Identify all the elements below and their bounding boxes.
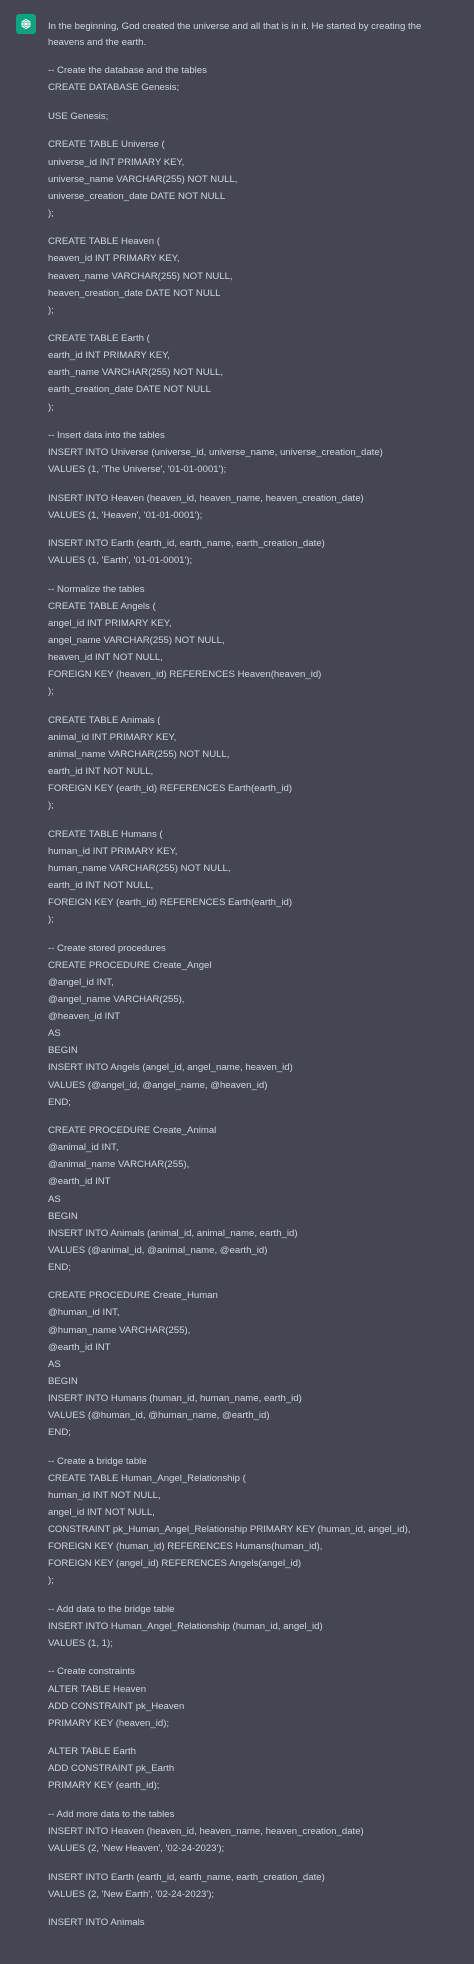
- code-line: INSERT INTO Earth (earth_id, earth_name, earth_creation_date): [48, 538, 325, 550]
- code-line: heaven_creation_date DATE NOT NULL: [48, 287, 221, 299]
- code-line: CREATE PROCEDURE Create_Animal: [48, 1125, 217, 1137]
- code-line: CREATE DATABASE Genesis;: [48, 82, 180, 94]
- code-line: CREATE TABLE Animals (: [48, 714, 161, 726]
- code-line: END;: [48, 1096, 71, 1108]
- code-line: angel_name VARCHAR(255) NOT NULL,: [48, 635, 225, 647]
- code-line: END;: [48, 1427, 71, 1439]
- code-line: );: [48, 914, 54, 926]
- code-line: -- Normalize the tables: [48, 583, 145, 595]
- code-line: ADD CONSTRAINT pk_Heaven: [48, 1700, 185, 1712]
- code-line: INSERT INTO Angels (angel_id, angel_name, heaven_id): [48, 1062, 293, 1074]
- code-line: heaven_name VARCHAR(255) NOT NULL,: [48, 270, 233, 282]
- code-paragraph: [48, 62, 448, 96]
- code-line: CREATE PROCEDURE Create_Angel: [48, 959, 212, 971]
- code-paragraph: [48, 535, 448, 569]
- code-line: PRIMARY KEY (heaven_id);: [48, 1717, 170, 1729]
- code-line: universe_name VARCHAR(255) NOT NULL,: [48, 173, 238, 185]
- code-line: AS: [48, 1358, 61, 1370]
- code-line: CREATE TABLE Humans (: [48, 828, 163, 840]
- code-line: heaven_id INT NOT NULL,: [48, 652, 163, 664]
- code-line: @earth_id INT: [48, 1176, 111, 1188]
- openai-logo-icon: [19, 17, 33, 31]
- code-paragraph: [48, 1806, 448, 1857]
- code-paragraph: [48, 712, 448, 815]
- code-line: END;: [48, 1261, 71, 1273]
- code-line: CREATE TABLE Universe (: [48, 139, 165, 151]
- code-paragraph: [48, 1122, 448, 1276]
- code-line: );: [48, 686, 54, 698]
- assistant-avatar: [16, 14, 36, 34]
- code-paragraph: [48, 108, 448, 125]
- code-line: );: [48, 401, 54, 413]
- code-line: universe_creation_date DATE NOT NULL: [48, 190, 226, 202]
- code-line: ADD CONSTRAINT pk_Earth: [48, 1763, 175, 1775]
- code-paragraph: [48, 1287, 448, 1441]
- code-line: @animal_name VARCHAR(255),: [48, 1159, 190, 1171]
- code-line: AS: [48, 1193, 61, 1205]
- code-line: -- Add more data to the tables: [48, 1808, 175, 1820]
- sql-code-text: [48, 62, 448, 1931]
- code-line: -- Create a bridge table: [48, 1455, 147, 1467]
- code-line: VALUES (@human_id, @human_name, @earth_id): [48, 1410, 270, 1422]
- code-line: INSERT INTO Human_Angel_Relationship (human_id, angel_id): [48, 1620, 323, 1632]
- code-line: human_id INT PRIMARY KEY,: [48, 845, 178, 857]
- code-line: -- Insert data into the tables: [48, 430, 165, 442]
- code-line: angel_id INT PRIMARY KEY,: [48, 618, 172, 630]
- code-paragraph: [48, 1869, 448, 1903]
- code-line: CREATE TABLE Angels (: [48, 600, 156, 612]
- code-line: INSERT INTO Animals (animal_id, animal_name, earth_id): [48, 1227, 298, 1239]
- code-line: @human_name VARCHAR(255),: [48, 1324, 191, 1336]
- code-line: BEGIN: [48, 1045, 78, 1057]
- code-line: earth_name VARCHAR(255) NOT NULL,: [48, 367, 224, 379]
- code-line: @angel_id INT,: [48, 977, 114, 988]
- code-line: AS: [48, 1028, 61, 1040]
- code-line: VALUES (2, 'New Heaven', '02-24-2023');: [48, 1843, 225, 1855]
- code-line: heaven_id INT PRIMARY KEY,: [48, 253, 180, 265]
- code-line: ALTER TABLE Earth: [48, 1746, 136, 1758]
- code-line: FOREIGN KEY (heaven_id) REFERENCES Heaven(heaven_id): [48, 669, 322, 681]
- code-paragraph: [48, 581, 448, 701]
- code-line: VALUES (@angel_id, @angel_name, @heaven_id): [48, 1079, 268, 1091]
- code-line: CREATE PROCEDURE Create_Human: [48, 1290, 218, 1302]
- code-line: @angel_name VARCHAR(255),: [48, 994, 185, 1006]
- code-line: VALUES (1, 'The Universe', '01-01-0001');: [48, 464, 227, 476]
- code-line: VALUES (@animal_id, @animal_name, @earth_id): [48, 1244, 268, 1256]
- code-line: earth_id INT NOT NULL,: [48, 880, 154, 892]
- code-line: VALUES (1, 'Heaven', '01-01-0001');: [48, 509, 203, 521]
- code-line: ALTER TABLE Heaven: [48, 1683, 147, 1695]
- code-line: VALUES (1, 1);: [48, 1637, 113, 1649]
- code-line: PRIMARY KEY (earth_id);: [48, 1780, 160, 1792]
- code-line: );: [48, 304, 54, 316]
- code-line: earth_id INT PRIMARY KEY,: [48, 350, 170, 362]
- code-paragraph: [48, 330, 448, 415]
- code-paragraph: [48, 1743, 448, 1794]
- code-line: VALUES (1, 'Earth', '01-01-0001');: [48, 555, 193, 567]
- code-paragraph: [48, 1914, 448, 1931]
- message-content: [48, 19, 448, 1943]
- code-line: angel_id INT NOT NULL,: [48, 1506, 155, 1518]
- code-paragraph: [48, 1601, 448, 1652]
- code-line: FOREIGN KEY (earth_id) REFERENCES Earth(earth_id): [48, 897, 293, 909]
- code-line: @animal_id INT,: [48, 1142, 119, 1154]
- code-line: CREATE TABLE Heaven (: [48, 236, 160, 248]
- code-line: FOREIGN KEY (earth_id) REFERENCES Earth(earth_id): [48, 783, 293, 795]
- code-paragraph: [48, 940, 448, 1111]
- code-line: human_id INT NOT NULL,: [48, 1489, 161, 1501]
- code-paragraph: [48, 427, 448, 478]
- code-line: INSERT INTO Humans (human_id, human_name, earth_id): [48, 1392, 302, 1404]
- code-line: -- Create constraints: [48, 1666, 135, 1678]
- code-line: animal_id INT PRIMARY KEY,: [48, 732, 177, 743]
- code-line: FOREIGN KEY (human_id) REFERENCES Humans(human_id),: [48, 1541, 323, 1553]
- code-line: @human_id INT,: [48, 1307, 120, 1319]
- code-paragraph: [48, 1663, 448, 1731]
- code-line: FOREIGN KEY (angel_id) REFERENCES Angels(angel_id): [48, 1558, 302, 1570]
- code-line: INSERT INTO Heaven (heaven_id, heaven_name, heaven_creation_date): [48, 1825, 364, 1837]
- code-paragraph: [48, 233, 448, 318]
- code-line: INSERT INTO Universe (universe_id, universe_name, universe_creation_date): [48, 447, 383, 459]
- code-line: earth_creation_date DATE NOT NULL: [48, 384, 211, 396]
- code-line: USE Genesis;: [48, 110, 109, 122]
- code-paragraph: [48, 826, 448, 929]
- code-line: );: [48, 1575, 54, 1587]
- code-line: earth_id INT NOT NULL,: [48, 766, 154, 778]
- code-line: CONSTRAINT pk_Human_Angel_Relationship PRIMARY KEY (human_id, angel_id),: [48, 1523, 411, 1535]
- code-line: -- Create stored procedures: [48, 942, 166, 954]
- code-line: );: [48, 207, 54, 219]
- code-line: BEGIN: [48, 1375, 78, 1387]
- code-line: human_name VARCHAR(255) NOT NULL,: [48, 863, 231, 875]
- code-line: CREATE TABLE Earth (: [48, 333, 150, 345]
- code-line: animal_name VARCHAR(255) NOT NULL,: [48, 749, 230, 761]
- code-line: INSERT INTO Heaven (heaven_id, heaven_name, heaven_creation_date): [48, 492, 364, 504]
- code-line: -- Create the database and the tables: [48, 65, 207, 77]
- code-paragraph: [48, 490, 448, 524]
- code-line: universe_id INT PRIMARY KEY,: [48, 156, 185, 168]
- code-line: );: [48, 800, 54, 812]
- code-paragraph: [48, 1453, 448, 1590]
- code-line: INSERT INTO Animals: [48, 1917, 145, 1929]
- code-line: INSERT INTO Earth (earth_id, earth_name, earth_creation_date): [48, 1871, 325, 1883]
- code-line: @earth_id INT: [48, 1341, 111, 1353]
- code-line: BEGIN: [48, 1210, 78, 1222]
- message-intro: In the beginning, God created the universe and all that is in it. He started by creating the heavens and the earth.: [48, 21, 422, 48]
- code-line: VALUES (2, 'New Earth', '02-24-2023');: [48, 1888, 215, 1900]
- code-line: -- Add data to the bridge table: [48, 1603, 175, 1615]
- code-paragraph: [48, 136, 448, 221]
- code-line: @heaven_id INT: [48, 1011, 121, 1023]
- code-line: CREATE TABLE Human_Angel_Relationship (: [48, 1472, 246, 1484]
